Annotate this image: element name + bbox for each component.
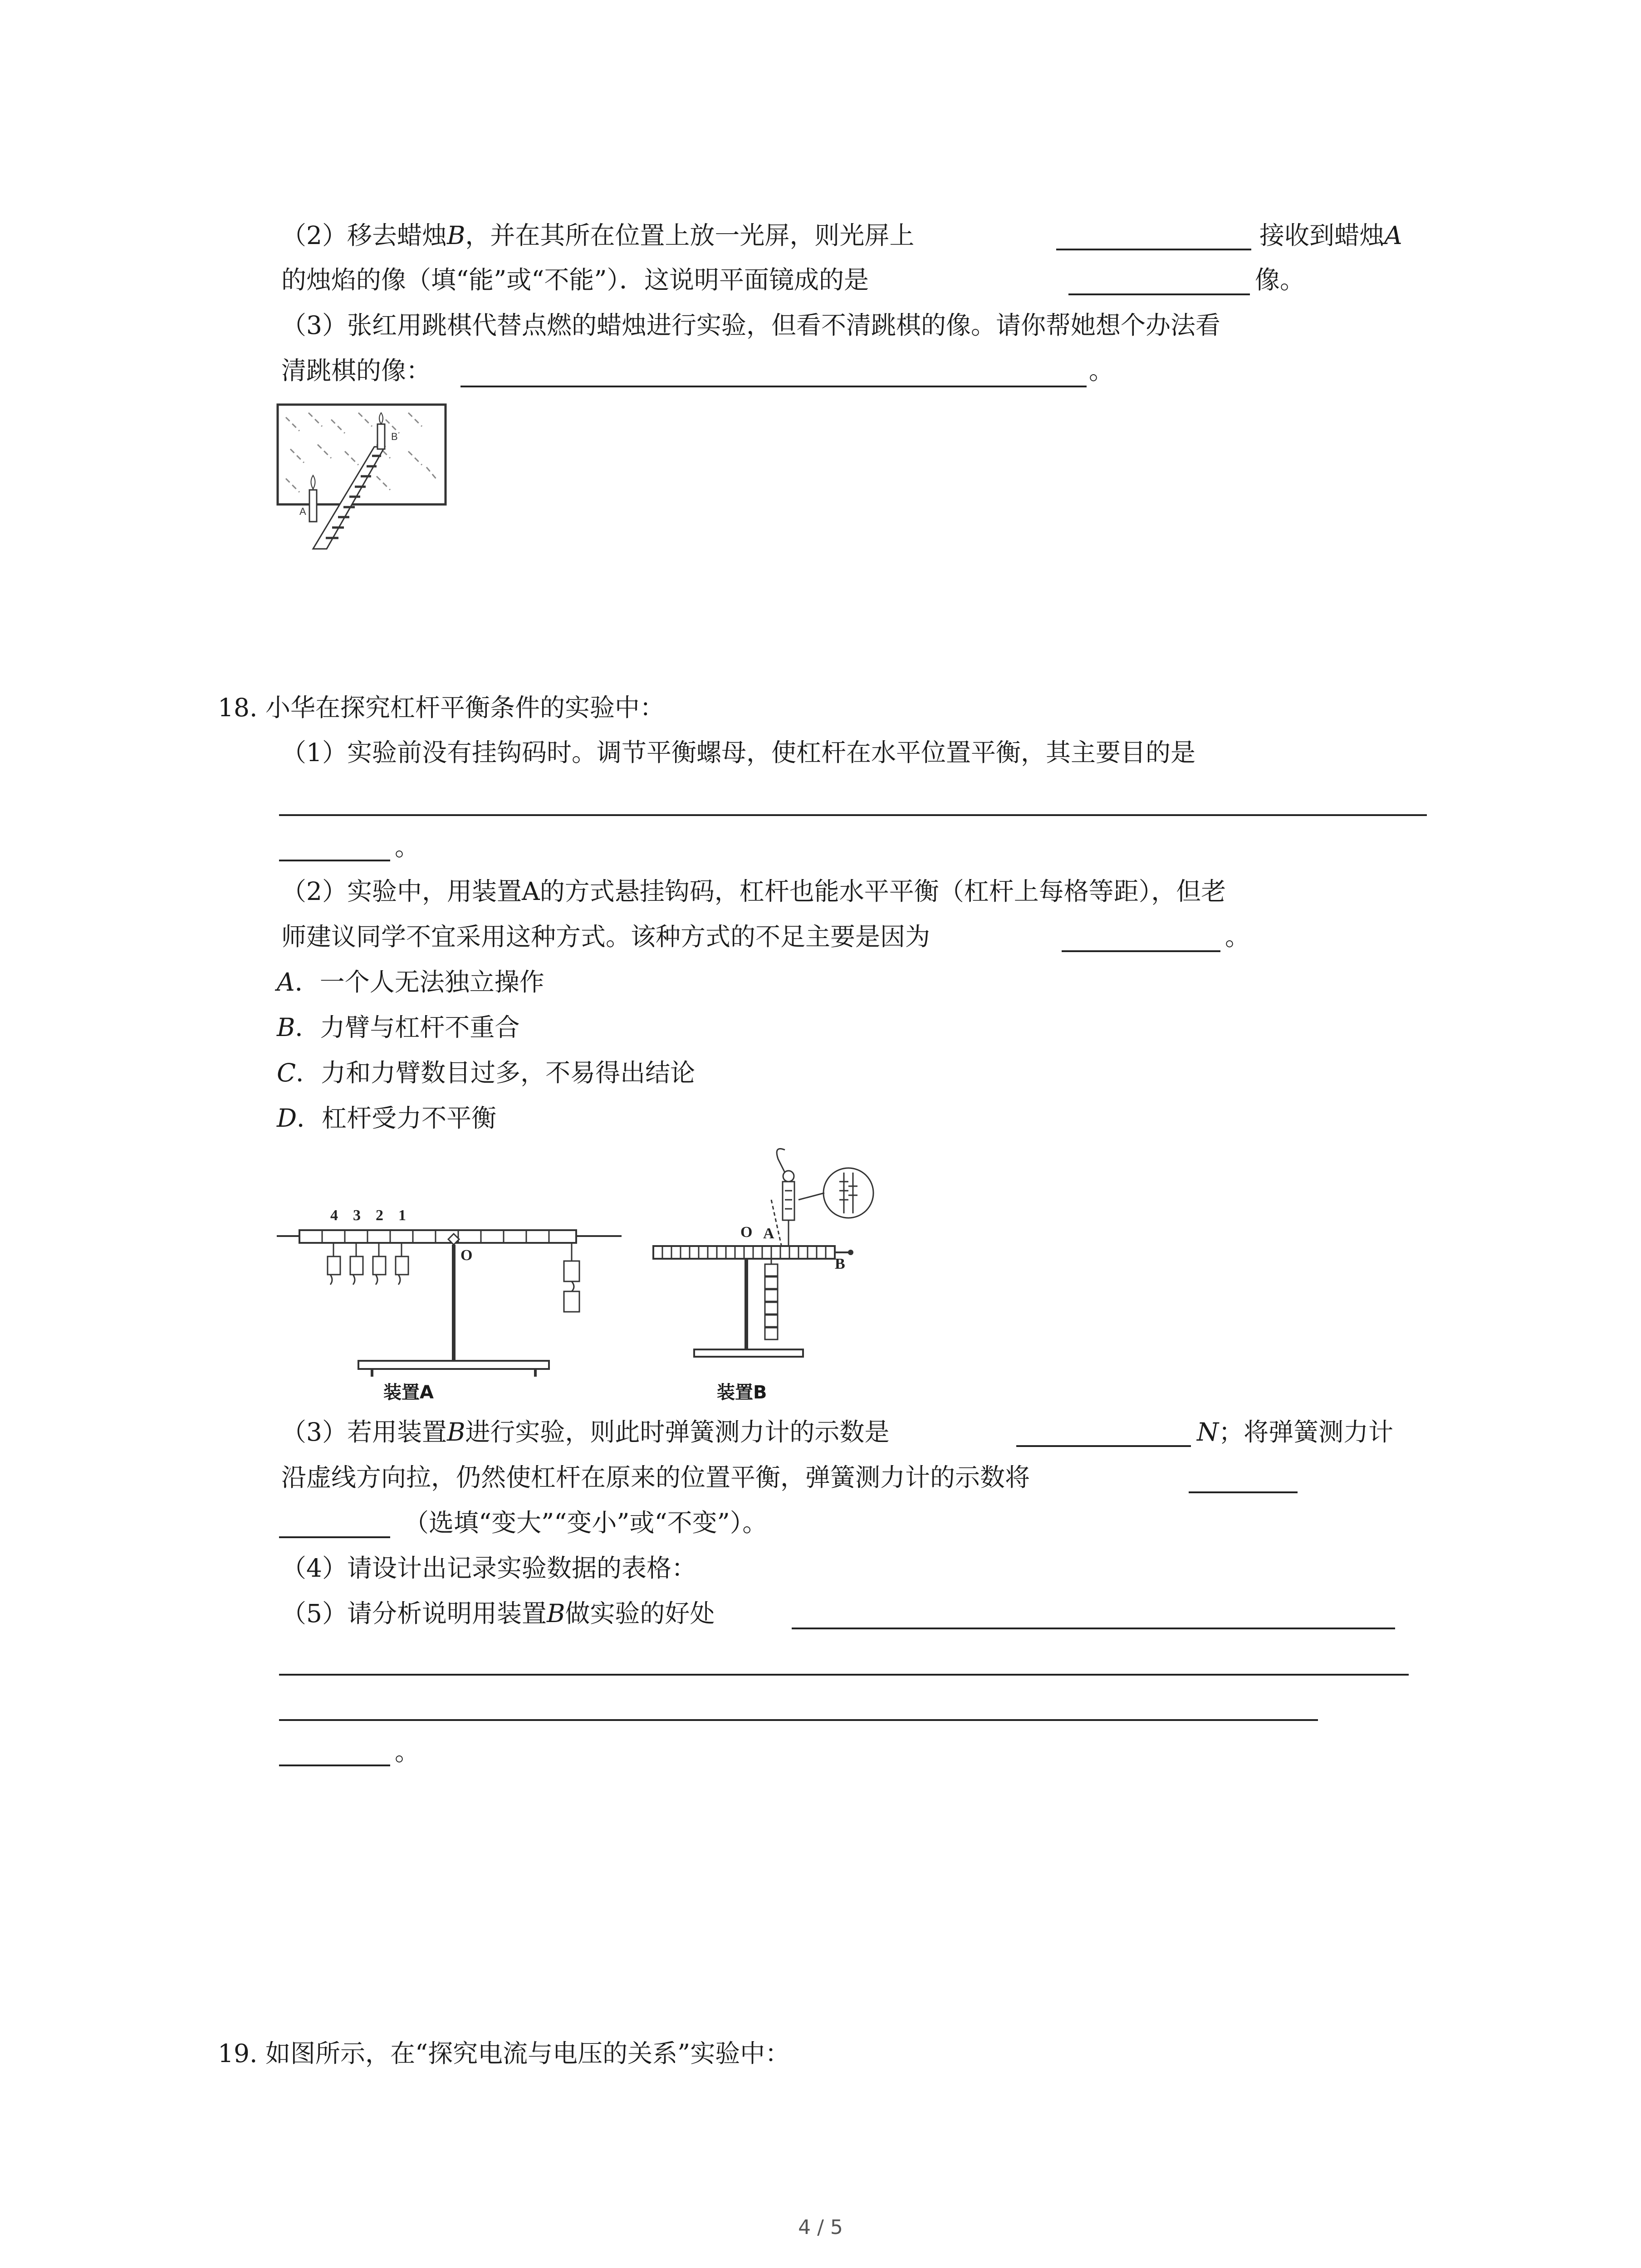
q18-part1: （1）实验前没有挂钩码时。调节平衡螺母，使杠杆在水平位置平衡，其主要目的是 xyxy=(281,738,1195,767)
option-a-letter: A xyxy=(277,968,295,997)
option-b-letter: B xyxy=(277,1013,295,1042)
q18-blank-reading[interactable] xyxy=(1016,1445,1191,1447)
option-d-letter: D xyxy=(277,1104,297,1133)
svg-text:1: 1 xyxy=(398,1207,406,1224)
q18-part3-line1-end xyxy=(1197,1420,1393,1445)
q17-part2-line2: 的烛焰的像（填“能”或“不能”）．这说明平面镜成的是 xyxy=(281,265,869,294)
q17-blank-method[interactable] xyxy=(460,386,1087,387)
q18-blank-benefit-1[interactable] xyxy=(792,1628,1395,1629)
q18-part1-end: 。 xyxy=(395,832,420,861)
q18-part3-line3: （选填“变大”“变小”或“不变”）。 xyxy=(404,1508,768,1537)
q18-blank-purpose-end[interactable] xyxy=(279,860,390,861)
q18-blank-change-a[interactable] xyxy=(1189,1491,1298,1493)
q17-p2-text-d: 接收到蜡烛 xyxy=(1259,221,1385,250)
q18-p5-text-c: 做实验的好处 xyxy=(565,1599,715,1628)
q19-title: 19. 如图所示，在“探究电流与电压的关系”实验中： xyxy=(218,2039,790,2068)
svg-text:3: 3 xyxy=(353,1207,361,1224)
q18-part4: （4）请设计出记录实验数据的表格： xyxy=(281,1554,696,1583)
svg-text:B: B xyxy=(391,431,398,442)
svg-text:2: 2 xyxy=(376,1207,383,1224)
q17-part3-line1: （3）张红用跳棋代替点燃的蜡烛进行实验，但看不清跳棋的像。请你帮她想个办法看 xyxy=(281,311,1220,340)
q18-p3-text-e: ；将弹簧测力计 xyxy=(1219,1418,1394,1447)
q18-part2-line2-end: 。 xyxy=(1225,922,1250,951)
q17-p2-text-a: （2）移去蜡烛 xyxy=(281,221,447,250)
svg-text:B: B xyxy=(835,1256,845,1272)
q18-title: 18. 小华在探究杠杆平衡条件的实验中： xyxy=(218,693,665,722)
q18-option-b[interactable] xyxy=(277,1015,519,1040)
device-b-caption: 装置B xyxy=(717,1382,767,1403)
q17-blank-receive[interactable] xyxy=(1056,249,1251,250)
device-a-caption: 装置A xyxy=(383,1382,434,1403)
lever-device-b-figure xyxy=(635,1141,916,1395)
q18-option-d[interactable] xyxy=(277,1106,496,1131)
svg-text:O: O xyxy=(740,1224,753,1241)
q17-blank-image-type[interactable] xyxy=(1068,293,1250,295)
q18-part3-line2: 沿虚线方向拉，仍然使杠杆在原来的位置平衡，弹簧测力计的示数将 xyxy=(281,1463,1030,1492)
svg-text:A: A xyxy=(299,506,306,517)
option-c-text: ．力和力臂数目过多，不易得出结论 xyxy=(296,1058,696,1087)
option-c-letter: C xyxy=(277,1058,296,1087)
q18-part5 xyxy=(281,1601,715,1626)
q18-p5-device-b: B xyxy=(547,1599,565,1628)
svg-text:O: O xyxy=(460,1247,473,1264)
q17-mirror-candle-figure xyxy=(272,399,454,553)
q18-part3-line1 xyxy=(281,1420,889,1445)
q18-part2-line1: （2）实验中，用装置A的方式悬挂钩码，杠杆也能水平平衡（杠杆上每格等距），但老 xyxy=(281,877,1226,906)
q18-p3-text-a: （3）若用装置 xyxy=(281,1418,447,1447)
option-a-text: ．一个人无法独立操作 xyxy=(294,968,544,997)
option-d-text: ．杠杆受力不平衡 xyxy=(297,1104,497,1133)
q17-part3-line2: 清跳棋的像： xyxy=(281,356,431,385)
q17-p2-text-c: ，并在其所在位置上放一光屏，则光屏上 xyxy=(465,221,915,250)
q18-blank-purpose-line[interactable] xyxy=(279,814,1427,816)
q17-part2-line2-end: 像。 xyxy=(1255,265,1305,294)
q18-blank-benefit-2[interactable] xyxy=(279,1674,1409,1676)
q18-option-a[interactable] xyxy=(277,970,544,995)
q17-p2-candle-a: A xyxy=(1384,221,1402,250)
svg-text:4: 4 xyxy=(330,1207,338,1224)
q18-blank-change-b[interactable] xyxy=(279,1536,390,1538)
q17-part2-line1 xyxy=(281,223,914,248)
q18-part5-end: 。 xyxy=(395,1737,420,1766)
svg-text:A: A xyxy=(763,1225,774,1242)
q18-p3-unit: N xyxy=(1197,1418,1219,1447)
q18-blank-benefit-4[interactable] xyxy=(279,1765,390,1766)
q17-p2-candle-b: B xyxy=(447,221,465,250)
option-b-text: ．力臂与杠杆不重合 xyxy=(295,1013,520,1042)
q18-p3-text-c: 进行实验，则此时弹簧测力计的示数是 xyxy=(465,1418,890,1447)
q18-p5-text-a: （5）请分析说明用装置 xyxy=(281,1599,547,1628)
page-number: 4 / 5 xyxy=(798,2216,843,2239)
lever-device-a-figure xyxy=(272,1198,626,1397)
q18-blank-benefit-3[interactable] xyxy=(279,1719,1318,1721)
q18-blank-reason[interactable] xyxy=(1062,950,1220,952)
q17-part2-line1-end xyxy=(1259,223,1402,248)
q18-option-c[interactable] xyxy=(277,1058,696,1087)
q18-part2-line2: 师建议同学不宜采用这种方式。该种方式的不足主要是因为 xyxy=(281,922,931,951)
spring-scale xyxy=(771,1149,873,1246)
q18-p3-device-b: B xyxy=(447,1418,465,1447)
q17-part3-line2-end: 。 xyxy=(1089,356,1114,385)
